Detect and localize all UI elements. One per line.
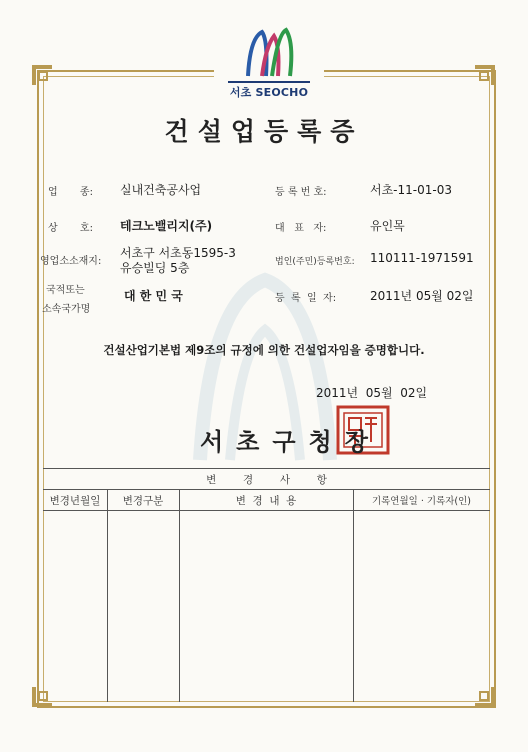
business-type-label: 업 종: [48,187,93,198]
reg-date-value: 2011년 05월 02일 [370,289,474,303]
table-rule [43,510,490,511]
reg-date-label: 등 록 일 자: [275,293,337,304]
logo-text: 서초 SEOCHO [229,86,309,99]
logo-underline [228,81,310,83]
col-record-date-recorder: 기록연월일 · 기록자(인) [371,496,472,507]
reg-no-label: 등 록 번 호: [275,187,327,198]
col-change-type: 변경구분 [122,495,164,507]
nationality-label-line2: 소속국가명 [42,304,91,315]
business-type-value: 실내건축공사업 [120,183,202,197]
issuer-name: 서초구청장 [200,427,381,456]
nationality-label-line1: 국적또는 [46,285,85,296]
table-divider [107,490,108,702]
representative-value: 유인목 [370,219,405,233]
document-title: 건설업등록증 [164,117,364,146]
seocho-logo [214,22,324,97]
address-label: 영업소소재지: [40,256,102,267]
corner-ornament [30,63,56,89]
change-table-title: 변 경 사 항 [206,474,327,486]
table-divider [353,490,354,702]
seocho-emblem-icon [242,26,296,80]
table-rule [43,489,490,490]
address-value-line1: 서초구 서초동1595-3 [120,246,236,260]
table-rule [43,468,490,469]
corp-no-label: 법인(주민)등록번호: [275,257,355,267]
corner-ornament [471,63,497,89]
col-change-date: 변경년월일 [49,495,101,507]
col-change-content: 변 경 내 용 [235,495,297,507]
change-history-table [43,468,490,702]
corp-no-value: 110111-1971591 [370,251,474,265]
issue-date: 2011년 05월 02일 [316,386,428,400]
address-value-line2: 유승빌딩 5층 [120,261,190,275]
company-value: 테크노밸리지(주) [120,219,213,233]
representative-label: 대 표 자: [275,223,327,234]
certification-statement: 건설산업기본법 제9조의 규정에 의한 건설업자임을 증명합니다. [103,343,425,357]
nationality-value: 대 한 민 국 [124,289,183,303]
table-divider [179,490,180,702]
reg-no-value: 서초-11-01-03 [370,183,452,197]
company-label: 상 호: [48,223,93,234]
